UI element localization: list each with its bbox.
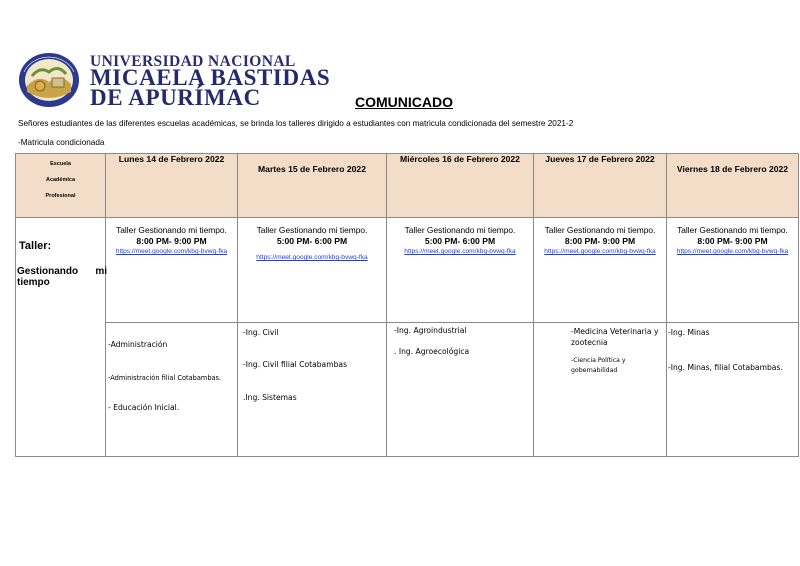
- meet-link[interactable]: https://meet.google.com/kbg-bvwq-fka: [256, 254, 368, 261]
- meet-link[interactable]: https://meet.google.com/kbg-bvwq-fka: [676, 248, 789, 255]
- day-header-miercoles: Miércoles 16 de Febrero 2022: [387, 154, 534, 218]
- slot-time: 8:00 PM- 9:00 PM: [136, 236, 207, 246]
- meet-link[interactable]: https://meet.google.com/kbg-bvwq-fka: [544, 248, 656, 255]
- slot-miercoles: [387, 218, 534, 323]
- slot-martes: [238, 218, 387, 323]
- university-name-line2: DE APURÍMAC: [90, 85, 261, 110]
- slot-title: Taller Gestionando mi tiempo.: [116, 225, 227, 235]
- programs-martes: [238, 323, 387, 457]
- slot-time: 5:00 PM- 6:00 PM: [276, 236, 348, 246]
- escuela-header: [16, 154, 106, 218]
- day-header-jueves: Jueves 17 de Febrero 2022: [534, 154, 667, 218]
- table-row-programs: [16, 323, 799, 457]
- schedule-table: [15, 153, 799, 457]
- slot-jueves: [534, 218, 667, 323]
- slot-time: 8:00 PM- 9:00 PM: [564, 236, 636, 246]
- programs-jueves: [534, 323, 667, 457]
- program-item: -Ing. Civil: [243, 328, 279, 337]
- program-item: -Ing. Minas, filial Cotabambas.: [668, 363, 783, 372]
- subtitle-text: -Matricula condicionada: [18, 138, 105, 147]
- day-header-lunes: Lunes 14 de Febrero 2022: [106, 154, 238, 218]
- slot-title: Taller Gestionando mi tiempo.: [256, 225, 368, 235]
- slot-title: Taller Gestionando mi tiempo.: [677, 225, 788, 235]
- slot-time: 8:00 PM- 9:00 PM: [697, 236, 768, 246]
- program-item: . Ing. Agroecológica: [394, 347, 470, 356]
- program-item: -Administración filial Cotabambas.: [108, 374, 222, 382]
- program-item: -Medicina Veterinaria y zootecnia: [571, 327, 659, 347]
- program-item: - Educación Inicial.: [108, 403, 180, 412]
- programs-viernes: [667, 323, 799, 457]
- escuela-header-line: Académica: [45, 177, 76, 183]
- program-item: .Ing. Sistemas: [243, 393, 297, 402]
- programs-lunes: [106, 323, 238, 457]
- table-header-row: [16, 154, 799, 218]
- document-title: COMUNICADO: [355, 94, 453, 110]
- taller-cell: [16, 218, 106, 457]
- escuela-header-line: Escuela: [50, 161, 71, 167]
- taller-label: Taller:: [19, 240, 52, 252]
- program-item: -Ciencia Política y gobernabilidad: [571, 357, 626, 374]
- slot-title: Taller Gestionando mi tiempo.: [404, 225, 516, 235]
- day-header-martes: Martes 15 de Febrero 2022: [238, 154, 387, 218]
- slot-title: Taller Gestionando mi tiempo.: [544, 225, 656, 235]
- slot-viernes: [667, 218, 799, 323]
- meet-link[interactable]: https://meet.google.com/kbg-bvwq-fka: [404, 248, 516, 255]
- program-item: -Ing. Civil filial Cotabambas: [243, 360, 348, 369]
- university-name-line1: MICAELA BASTIDAS: [90, 65, 331, 90]
- escuela-header-line: Profesional: [45, 193, 76, 199]
- program-item: -Ing. Agroindustrial: [394, 326, 467, 335]
- slot-time: 5:00 PM- 6:00 PM: [424, 236, 496, 246]
- intro-text: Señores estudiantes de las diferentes escuelas académicas, se brinda los talleres dirigido a estudiantes con matricula condicionada del semestre 2021-2: [18, 119, 574, 128]
- programs-miercoles: [387, 323, 534, 457]
- university-name-top: UNIVERSIDAD NACIONAL: [90, 53, 296, 70]
- program-item: -Administración: [108, 340, 168, 349]
- meet-link[interactable]: https://meet.google.com/kbg-bvwq-fka: [115, 248, 228, 255]
- university-seal-logo: [18, 52, 80, 108]
- taller-name: Gestionando mi tiempo: [17, 266, 107, 288]
- day-header-viernes: Viernes 18 de Febrero 2022: [667, 154, 799, 218]
- program-item: -Ing. Minas: [668, 328, 710, 337]
- table-row-times: [16, 218, 799, 323]
- slot-lunes: [106, 218, 238, 323]
